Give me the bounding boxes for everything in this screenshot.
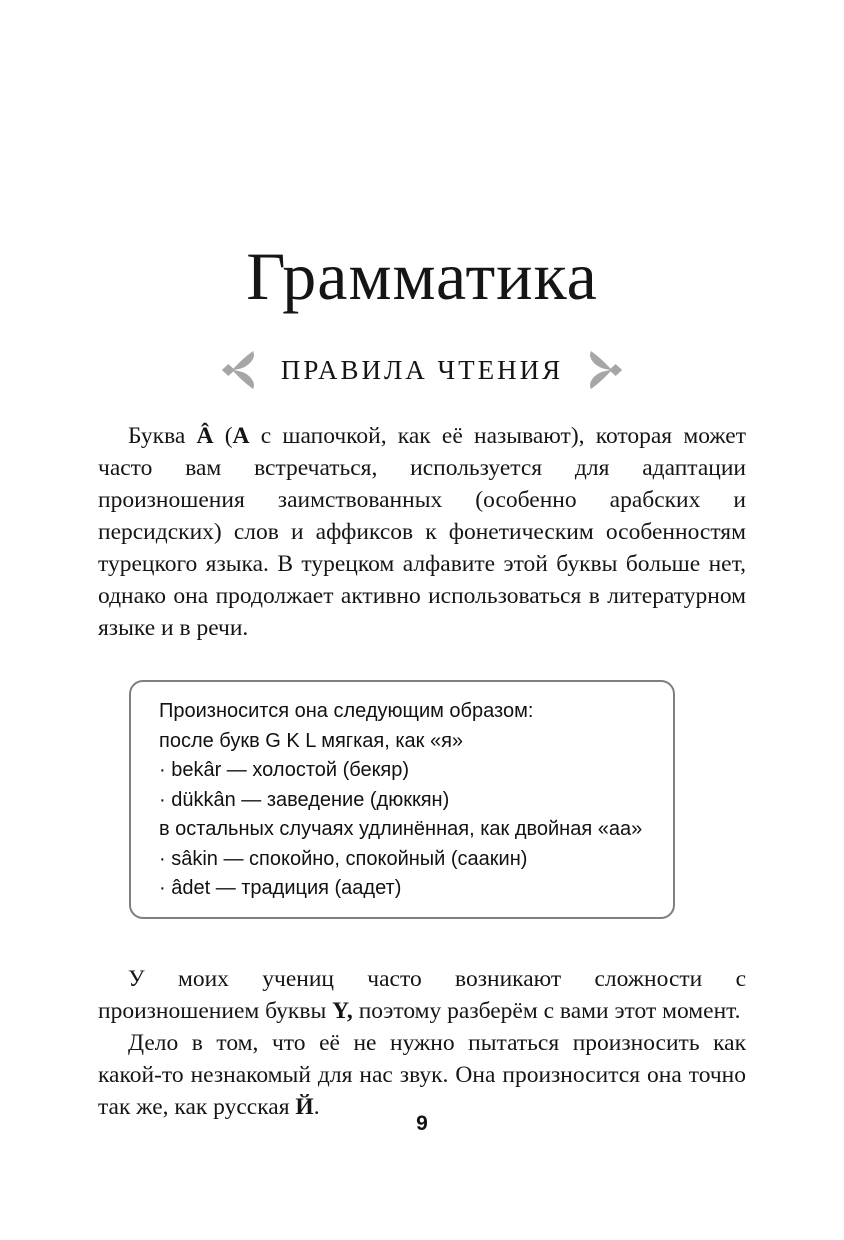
box-line-example-bekar: · bekâr — холостой (бекяр) xyxy=(159,759,409,781)
box-line-example-sakin: · sâkin — спокойно, спокойный (саакин) xyxy=(159,847,528,870)
box-line-rule-long: в остальных случаях удлинённая, как двойная «аа» xyxy=(159,818,643,840)
bold-letter-a-circumflex: Â xyxy=(196,423,214,449)
text-segment: Дело в том, что её не нужно пытаться произносить как какой-то незнакомый для нас звук. Она произносится она точно так же, как русская xyxy=(98,1029,746,1120)
box-line-example-adet: · âdet — традиция (аадет) xyxy=(159,877,402,899)
paragraph-letter-y-explanation xyxy=(98,1027,746,1123)
page-number: 9 xyxy=(416,1112,428,1135)
box-line-rule-soft: после букв G K L мягкая, как «я» xyxy=(159,729,464,752)
bold-letter-short-i: Й xyxy=(295,1093,314,1120)
text-segment: . xyxy=(313,1093,320,1120)
page-title: Грамматика xyxy=(246,238,598,314)
text-segment: ( xyxy=(213,423,233,449)
section-heading xyxy=(98,348,746,392)
text-segment: Буква xyxy=(128,423,197,449)
section-heading-label: ПРАВИЛА ЧТЕНИЯ xyxy=(280,354,564,385)
bold-letter-y: Y, xyxy=(332,997,353,1024)
text-segment: У моих учениц часто возникают сложности с произношением буквы xyxy=(98,965,746,1024)
box-line-intro: Произносится она следующим образом: xyxy=(159,700,534,722)
box-line-example-dukkan: · dükkân — заведение (дюккян) xyxy=(159,788,450,811)
fleuron-right-icon xyxy=(585,348,623,392)
paragraph-letter-a-circumflex xyxy=(98,420,746,644)
text-segment: поэтому разберём с вами этот момент. xyxy=(352,997,741,1024)
bold-letter-a: А xyxy=(232,423,250,449)
pronunciation-rules-box xyxy=(129,680,675,919)
paragraph-letter-y-intro xyxy=(98,963,746,1027)
text-segment: с шапочкой, как её называют), которая может часто вам встречаться, используется для адаптации произношения заимствованных (особенно арабских и персидских) слов и аффиксов к фонетическим особенностям турецкого языка. В турецком алфавите этой буквы больше нет, однако она продолжает активно использоваться в литературном языке и в речи. xyxy=(98,423,746,641)
fleuron-left-icon xyxy=(221,348,259,392)
